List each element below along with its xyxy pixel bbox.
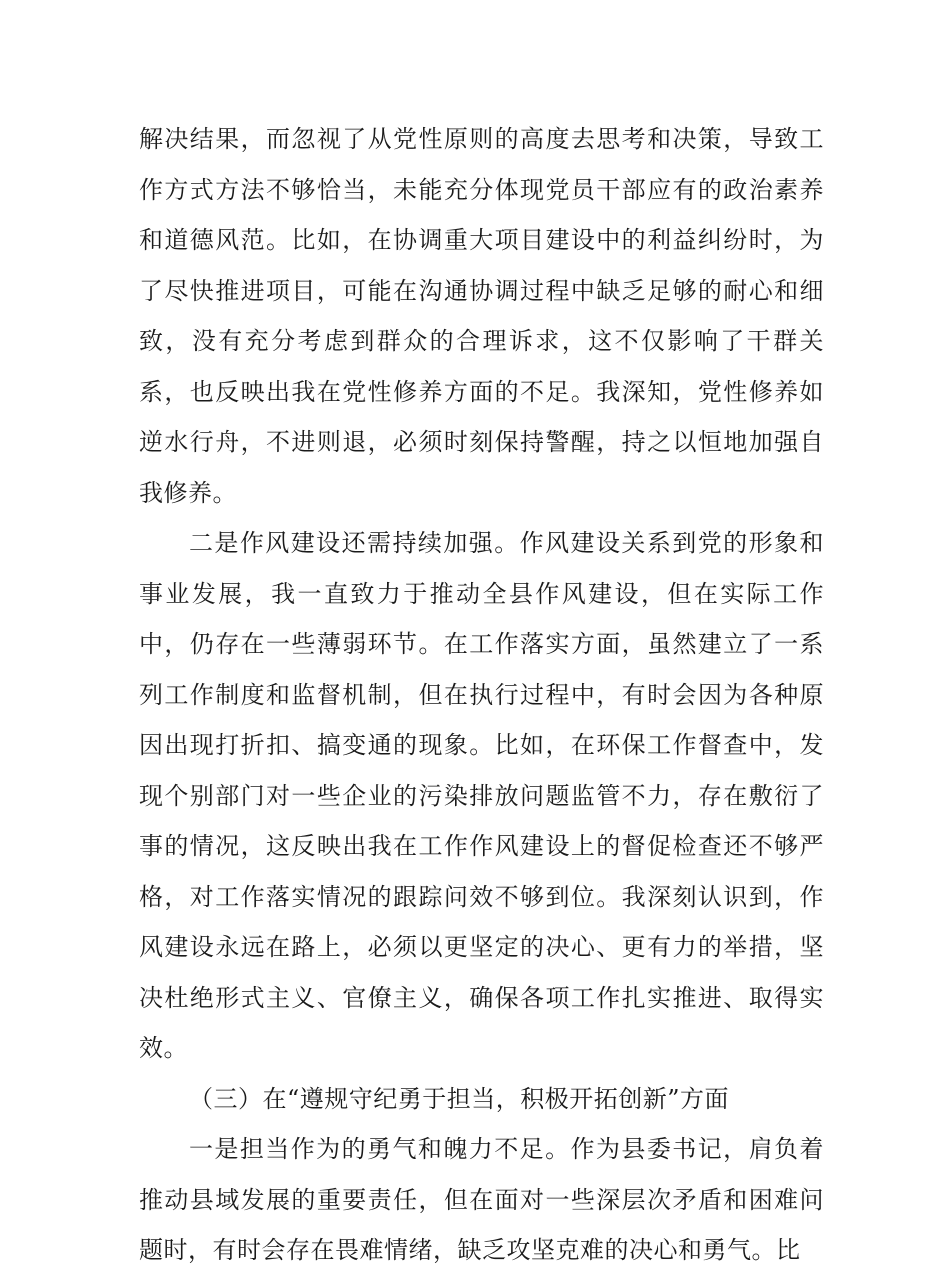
document-body: [139, 114, 824, 1276]
section-heading: （三）在“遵规守纪勇于担当，积极开拓创新”方面: [189, 1084, 730, 1113]
paragraph-responsibility: 一是担当作为的勇气和魄力不足。作为县委书记，肩负着推动县域发展的重要责任，但在面对一些深层次矛盾和困难问题时，有时会存在畏难情绪，缺乏攻坚克难的决心和勇气。比: [139, 1135, 824, 1264]
paragraph-continuation: 解决结果，而忽视了从党性原则的高度去思考和决策，导致工作方式方法不够恰当，未能充分体现党员干部应有的政治素养和道德风范。比如，在协调重大项目建设中的利益纠纷时，为了尽快推进项目，可能在沟通协调过程中缺乏足够的耐心和细致，没有充分考虑到群众的合理诉求，这不仅影响了干群关系，也反映出我在党性修养方面的不足。我深知，党性修养如逆水行舟，不进则退，必须时刻保持警醒，持之以恒地加强自我修养。: [139, 125, 824, 507]
paragraph-work-style: 二是作风建设还需持续加强。作风建设关系到党的形象和事业发展，我一直致力于推动全县作风建设，但在实际工作中，仍存在一些薄弱环节。在工作落实方面，虽然建立了一系列工作制度和监督机制，但在执行过程中，有时会因为各种原因出现打折扣、搞变通的现象。比如，在环保工作督查中，发现个别部门对一些企业的污染排放问题监管不力，存在敷衍了事的情况，这反映出我在工作作风建设上的督促检查还不够严格，对工作落实情况的跟踪问效不够到位。我深刻认识到，作风建设永远在路上，必须以更坚定的决心、更有力的举措，坚决杜绝形式主义、官僚主义，确保各项工作扎实推进、取得实效。: [139, 529, 824, 1062]
